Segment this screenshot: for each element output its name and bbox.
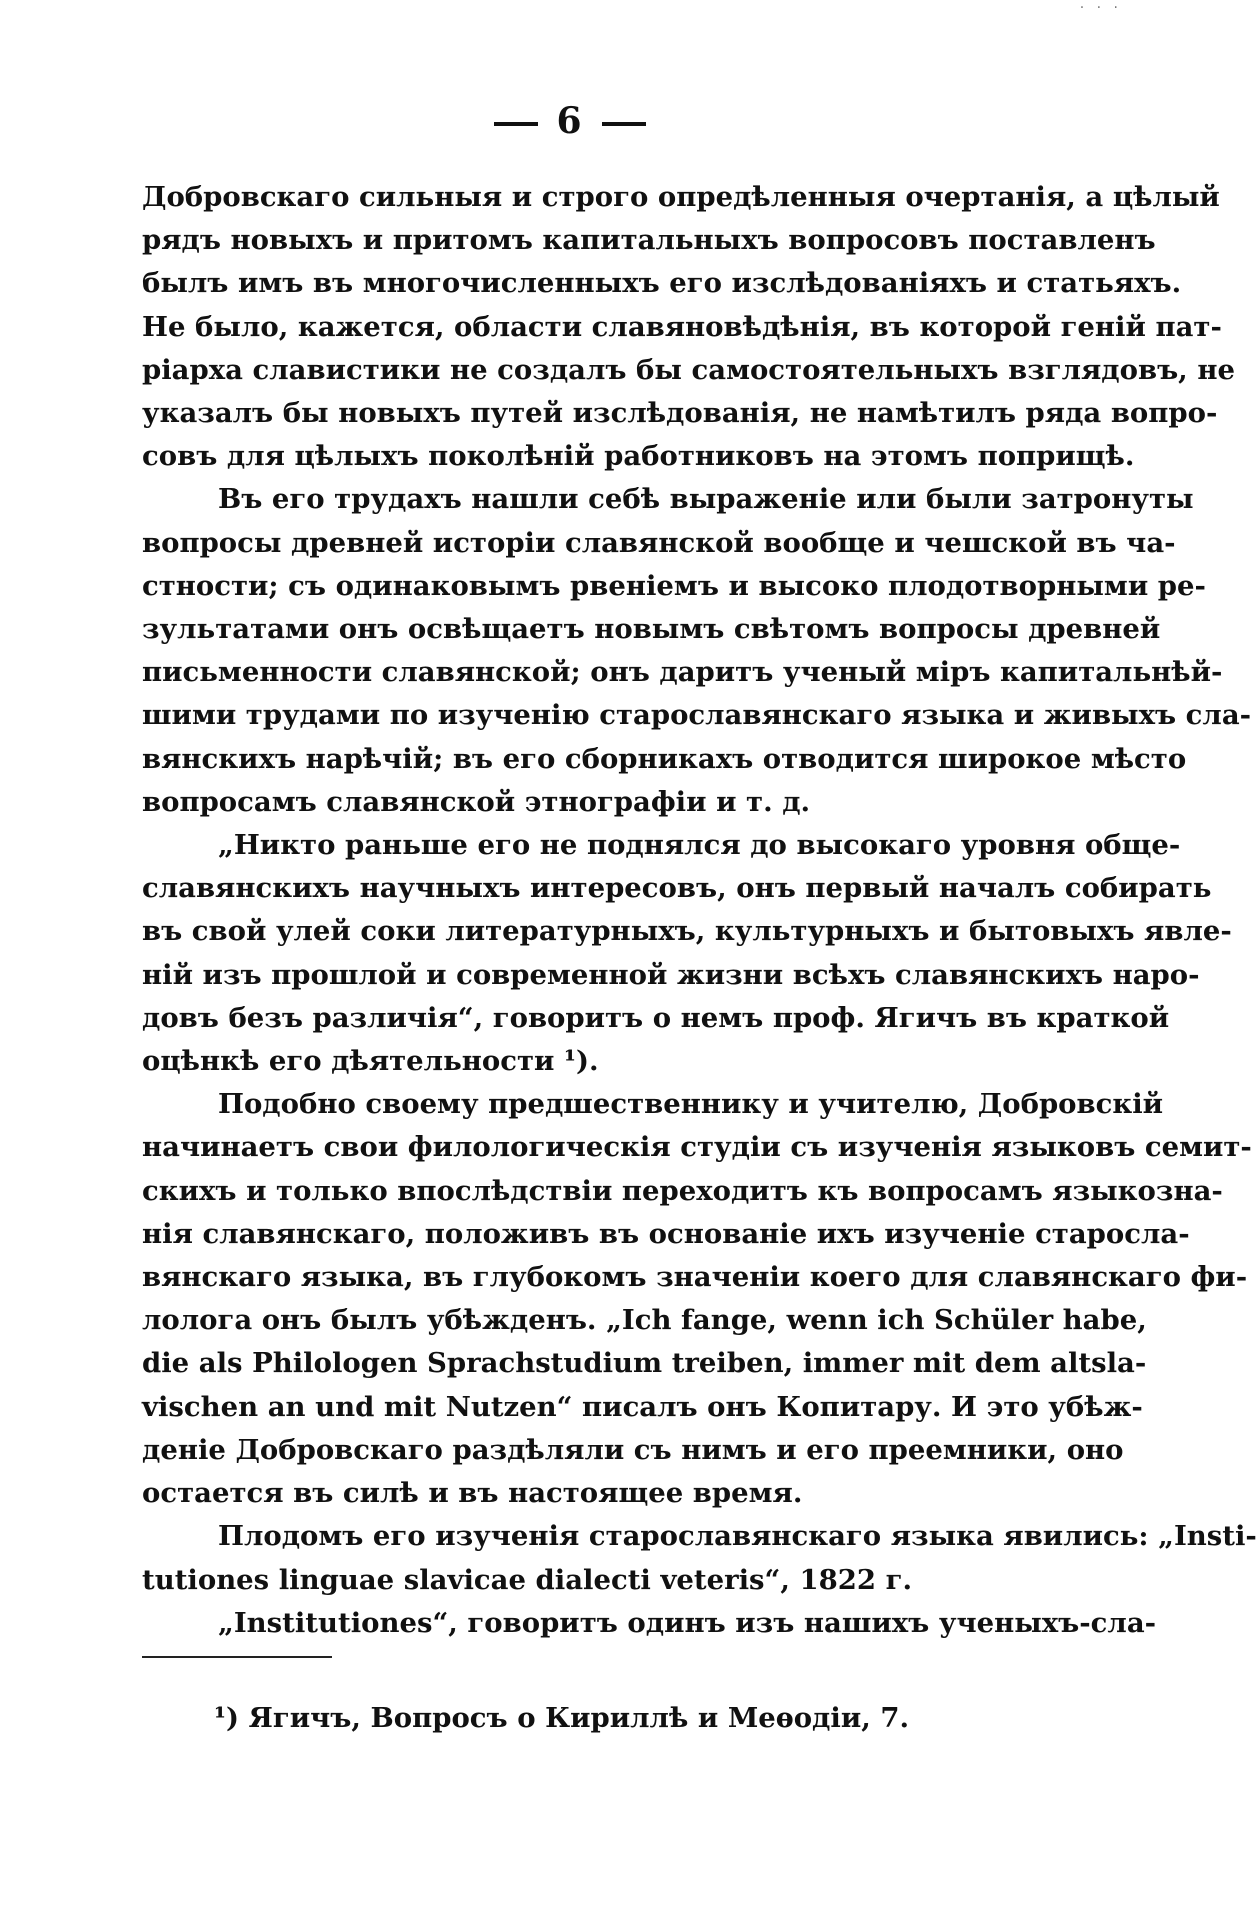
- page-number-header: [0, 100, 1140, 142]
- text-line: вянскихъ нарѣчій; въ его сборникахъ отводится широкое мѣсто: [142, 742, 1187, 775]
- text-line: деніе Добровскаго раздѣляли съ нимъ и его преемники, оно: [142, 1433, 1124, 1466]
- footnote: [214, 1702, 909, 1734]
- text-line: скихъ и только впослѣдствіи переходитъ къ вопросамъ языкозна-: [142, 1174, 1223, 1207]
- text-line: вопросамъ славянской этнографіи и т. д.: [142, 785, 811, 818]
- paragraph-5: [142, 1515, 1257, 1601]
- text-line: совъ для цѣлыхъ поколѣній работниковъ на этомъ поприщѣ.: [142, 440, 1135, 473]
- text-line: вопросы древней исторіи славянской вообще и чешской въ ча-: [142, 526, 1176, 559]
- text-line: письменности славянской; онъ даритъ ученый міръ капитальнѣй-: [142, 656, 1223, 689]
- text-line: рядъ новыхъ и притомъ капитальныхъ вопросовъ поставленъ: [142, 224, 1156, 257]
- text-line: оцѣнкѣ его дѣятельности ¹).: [142, 1045, 599, 1078]
- paragraph-4: [142, 1083, 1252, 1515]
- text-line: славянскихъ научныхъ интересовъ, онъ первый началъ собирать: [142, 872, 1212, 905]
- paragraph-3: [142, 824, 1232, 1083]
- paragraph-6: [142, 1602, 1157, 1645]
- scan-corner-mark: · · ·: [1079, 0, 1122, 16]
- text-line: Подобно своему предшественнику и учителю, Добровскій: [218, 1088, 1164, 1121]
- header-dash-right: [602, 122, 646, 126]
- footnote-divider: [142, 1656, 332, 1658]
- text-line: Плодомъ его изученія старославянскаго языка явились: „Insti-: [218, 1520, 1257, 1553]
- text-line: vischen an und mit Nutzen“ писалъ онъ Копитару. И это убѣж-: [142, 1390, 1143, 1423]
- text-line: Въ его трудахъ нашли себѣ выраженіе или были затронуты: [218, 483, 1194, 516]
- text-line: довъ безъ различія“, говоритъ о немъ проф. Ягичъ въ краткой: [142, 1001, 1170, 1034]
- text-line: die als Philologen Sprachstudium treiben, immer mit dem altsla-: [142, 1347, 1147, 1380]
- header-dash-left: [494, 122, 538, 126]
- text-line: зультатами онъ освѣщаетъ новымъ свѣтомъ вопросы древней: [142, 613, 1161, 646]
- footnote-text: Ягичъ, Вопросъ о Кириллѣ и Меѳодіи, 7.: [248, 1702, 910, 1734]
- footnote-marker: ¹): [214, 1702, 240, 1734]
- text-line: „Никто раньше его не поднялся до высокаго уровня обще-: [218, 829, 1181, 862]
- text-line: Добровскаго сильныя и строго опредѣленныя очертанія, а цѣлый: [142, 181, 1220, 213]
- text-line: шими трудами по изученію старославянскаго языка и живыхъ сла-: [142, 699, 1252, 732]
- text-line: лолога онъ былъ убѣжденъ. „Ich fange, wenn ich Schüler habe,: [142, 1304, 1147, 1337]
- body-text: [142, 176, 1257, 1645]
- text-line: Не было, кажется, области славяновѣдѣнія, въ которой геній пат-: [142, 310, 1222, 343]
- text-line: ній изъ прошлой и современной жизни всѣхъ славянскихъ наро-: [142, 958, 1200, 991]
- paragraph-2: [142, 478, 1252, 824]
- text-line: нія славянскаго, положивъ въ основаніе ихъ изученіе старосла-: [142, 1217, 1190, 1250]
- text-line: „Institutiones“, говоритъ одинъ изъ нашихъ ученыхъ-сла-: [218, 1606, 1157, 1639]
- text-line: остается въ силѣ и въ настоящее время.: [142, 1477, 803, 1510]
- page-number: 6: [556, 100, 584, 142]
- text-line: указалъ бы новыхъ путей изслѣдованія, не намѣтилъ ряда вопро-: [142, 397, 1218, 430]
- text-line: стности; съ одинаковымъ рвеніемъ и высоко плодотворными ре-: [142, 569, 1206, 602]
- text-line: tutiones linguae slavicae dialecti veteris“, 1822 г.: [142, 1563, 913, 1596]
- text-line: начинаетъ свои филологическія студіи съ изученія языковъ семит-: [142, 1131, 1252, 1164]
- paragraph-1: [142, 176, 1235, 478]
- text-line: вянскаго языка, въ глубокомъ значеніи коего для славянскаго фи-: [142, 1261, 1248, 1294]
- text-line: ріарха славистики не создалъ бы самостоятельныхъ взглядовъ, не: [142, 353, 1235, 386]
- text-line: былъ имъ въ многочисленныхъ его изслѣдованіяхъ и статьяхъ.: [142, 267, 1182, 300]
- text-line: въ свой улей соки литературныхъ, культурныхъ и бытовыхъ явле-: [142, 915, 1232, 948]
